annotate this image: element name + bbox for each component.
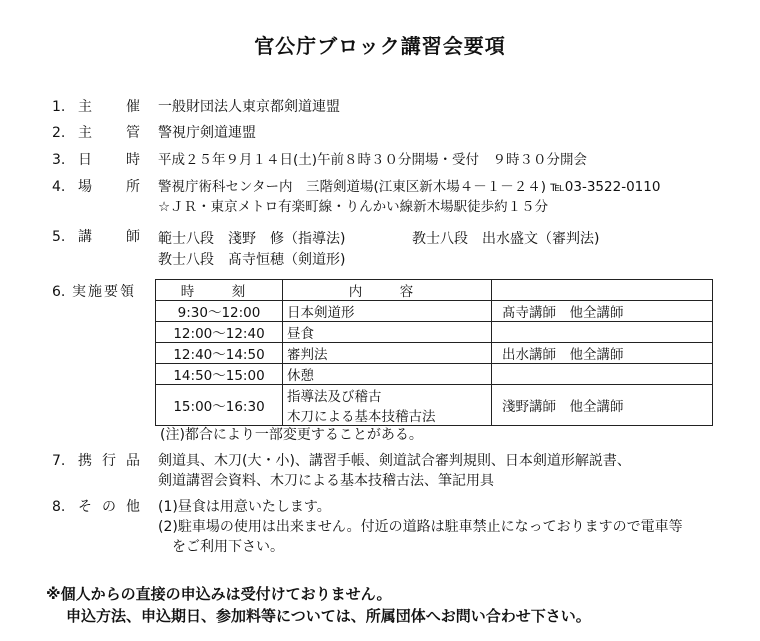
- item-value: をご利用下さい。: [158, 539, 284, 555]
- item-label-char: 主: [78, 125, 92, 141]
- item-label-char: の: [102, 499, 116, 515]
- item-value: 警視庁剣道連盟: [158, 125, 256, 141]
- item-label-char: 日: [78, 152, 92, 168]
- table-header-row: [156, 280, 713, 301]
- item-label-char: 管: [126, 125, 140, 141]
- item-label-char: 主: [78, 99, 92, 115]
- cell-content: 審判法: [283, 343, 492, 364]
- item-label-char: 時: [126, 152, 140, 168]
- item-value: (1)昼食は用意いたします。: [158, 499, 331, 515]
- column-header-time: 時 刻: [156, 280, 283, 301]
- cell-instructor: 髙寺講師 他全講師: [492, 301, 713, 322]
- item-label-char: 携: [78, 453, 92, 469]
- cell-content: [283, 385, 492, 426]
- schedule-table: [155, 279, 713, 426]
- cell-instructor: 淺野講師 他全講師: [492, 385, 713, 426]
- item-number: 5.: [52, 229, 66, 245]
- item-value: 剣道講習会資料、木刀による基本技稽古法、筆記用具: [158, 473, 494, 489]
- item-number: 2.: [52, 125, 66, 141]
- cell-time: 14:50～15:00: [156, 364, 283, 385]
- table-row: [156, 343, 713, 364]
- cell-instructor: [492, 322, 713, 343]
- cell-content: 昼食: [283, 322, 492, 343]
- table-row: [156, 385, 713, 426]
- item-value: 平成２５年９月１４日(土)午前８時３０分開場・受付 ９時３０分開会: [158, 152, 588, 168]
- item-value: 剣道具、木刀(大・小)、講習手帳、剣道試合審判規則、日本剣道形解説書、: [158, 453, 631, 469]
- item-number: 8.: [52, 499, 66, 515]
- cell-content-line: 指導法及び稽古: [287, 389, 382, 405]
- instructor-entry: 教士八段 出水盛文（審判法): [412, 231, 600, 247]
- item-label-char: 師: [126, 229, 140, 245]
- column-header-content: 内 容: [283, 280, 492, 301]
- footer-notice: ※個人からの直接の申込みは受付けておりません。: [46, 585, 392, 603]
- cell-time: 12:40～14:50: [156, 343, 283, 364]
- item-label-char: 品: [126, 453, 140, 469]
- cell-time: 15:00～16:30: [156, 385, 283, 426]
- item-number: 7.: [52, 453, 66, 469]
- item-value: 警視庁術科センター内 三階剣道場(江東区新木場４－１－２４) ℡03-3522-0110: [158, 179, 661, 195]
- item-label-char: 行: [102, 453, 116, 469]
- cell-instructor: 出水講師 他全講師: [492, 343, 713, 364]
- item-number: 3.: [52, 152, 66, 168]
- item-value: (2)駐車場の使用は出来ません。付近の道路は駐車禁止になっておりますので電車等: [158, 519, 683, 535]
- item-label-char: 他: [126, 499, 140, 515]
- instructor-entry: 教士八段 髙寺恒穂（剣道形): [158, 252, 346, 268]
- item-label-char: 催: [126, 99, 140, 115]
- table-row: [156, 364, 713, 385]
- cell-time: 9:30～12:00: [156, 301, 283, 322]
- cell-time: 12:00～12:40: [156, 322, 283, 343]
- table-row: [156, 301, 713, 322]
- item-number: 1.: [52, 99, 66, 115]
- item-number: 4.: [52, 179, 66, 195]
- footer-inquiry: 申込方法、申込期日、参加料等については、所属団体へお問い合わせ下さい。: [66, 607, 591, 625]
- cell-content-line: 木刀による基本技稽古法: [287, 409, 436, 425]
- schedule-note: (注)都合により一部変更することがある。: [160, 427, 423, 443]
- cell-instructor: [492, 364, 713, 385]
- item-label-char: 所: [126, 179, 140, 195]
- cell-content: 日本剣道形: [283, 301, 492, 322]
- cell-content: 休憩: [283, 364, 492, 385]
- instructor-entry: 範士八段 淺野 修（指導法): [158, 231, 346, 247]
- item-label: 実施要領: [72, 284, 136, 300]
- column-header-instructor: [492, 280, 713, 301]
- item-value: 一般財団法人東京都剣道連盟: [158, 99, 340, 115]
- table-row: [156, 322, 713, 343]
- item-value: ☆ＪＲ・東京メトロ有楽町線・りんかい線新木場駅徒歩約１５分: [158, 199, 549, 215]
- item-label-char: 講: [78, 229, 92, 245]
- item-label-char: そ: [78, 499, 92, 515]
- item-label-char: 場: [78, 179, 92, 195]
- item-number: 6.: [52, 284, 66, 300]
- document-title: 官公庁ブロック講習会要項: [254, 34, 506, 58]
